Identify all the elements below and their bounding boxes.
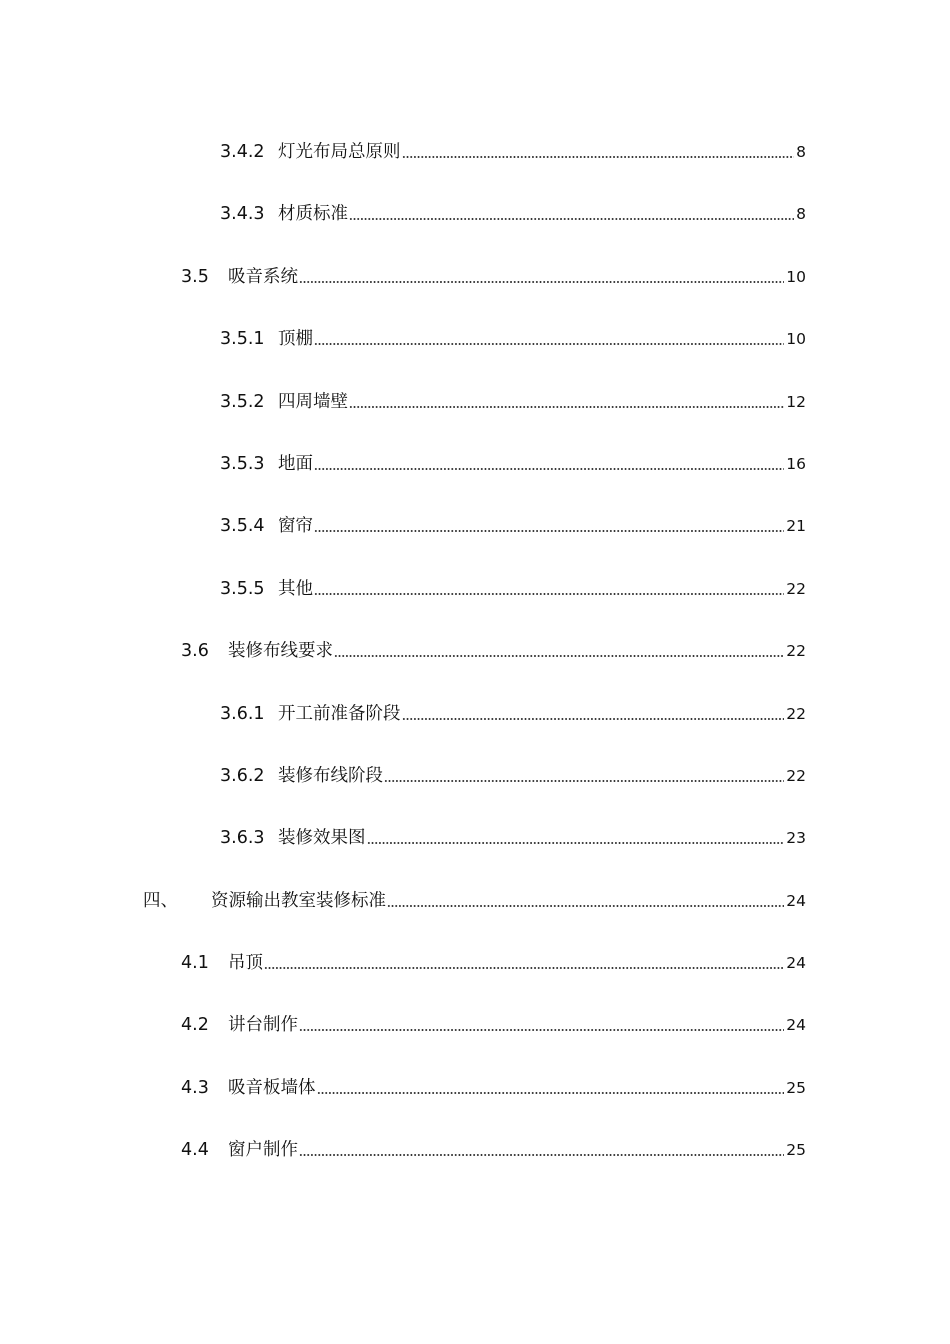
toc-entry-number: 3.5.4 (220, 516, 265, 536)
toc-entry-number: 3.4.3 (220, 204, 265, 224)
toc-entry-title: 资源输出教室装修标准 (211, 891, 386, 911)
toc-entry[interactable] (220, 699, 806, 725)
toc-entry-page: 8 (796, 205, 806, 223)
toc-entry-title: 吸音系统 (228, 267, 298, 287)
toc-entry-page: 25 (786, 1141, 806, 1159)
toc-entry-page: 22 (786, 767, 806, 785)
toc-entry-title: 材质标准 (278, 204, 348, 224)
toc-dot-leader (314, 586, 784, 596)
toc-entry[interactable] (220, 137, 806, 163)
toc-entry[interactable] (220, 823, 806, 849)
toc-dot-leader (299, 274, 784, 284)
toc-dot-leader (334, 648, 784, 658)
toc-entry-page: 16 (786, 455, 806, 473)
toc-dot-leader (349, 211, 794, 221)
toc-entry-number: 3.5.3 (220, 454, 265, 474)
toc-entry-number: 4.1 (181, 953, 209, 973)
toc-entry-number: 4.3 (181, 1078, 209, 1098)
toc-entry[interactable] (181, 1135, 806, 1161)
toc-dot-leader (299, 1022, 784, 1032)
toc-dot-leader (314, 461, 784, 471)
toc-entry[interactable] (181, 636, 806, 662)
toc-dot-leader (264, 960, 784, 970)
toc-entry-number: 3.5.1 (220, 329, 265, 349)
toc-entry[interactable] (220, 324, 806, 350)
toc-entry-title: 讲台制作 (228, 1015, 298, 1035)
toc-entry-page: 8 (796, 143, 806, 161)
toc-dot-leader (384, 773, 784, 783)
toc-entry-page: 25 (786, 1079, 806, 1097)
toc-entry-title: 顶棚 (278, 329, 313, 349)
toc-dot-leader (299, 1147, 784, 1157)
toc-entry-page: 22 (786, 580, 806, 598)
toc-dot-leader (349, 399, 784, 409)
toc-entry-number: 3.6.3 (220, 828, 265, 848)
toc-entry-page: 10 (786, 330, 806, 348)
toc-entry[interactable] (220, 761, 806, 787)
toc-dot-leader (367, 835, 785, 845)
toc-entry-title: 装修布线阶段 (278, 766, 383, 786)
toc-entry-title: 灯光布局总原则 (278, 142, 401, 162)
toc-dot-leader (314, 523, 784, 533)
toc-entry-title: 其他 (278, 579, 313, 599)
toc-dot-leader (402, 711, 785, 721)
toc-entry-page: 24 (786, 1016, 806, 1034)
toc-entry-title: 吸音板墙体 (228, 1078, 316, 1098)
toc-entry-page: 22 (786, 642, 806, 660)
toc-entry[interactable] (220, 449, 806, 475)
toc-dot-leader (387, 898, 784, 908)
toc-entry-number: 3.6 (181, 641, 209, 661)
toc-entry[interactable] (220, 574, 806, 600)
toc-entry-number: 四、 (143, 891, 178, 911)
toc-entry-number: 3.4.2 (220, 142, 265, 162)
toc-entry-page: 22 (786, 705, 806, 723)
toc-entry[interactable] (181, 1010, 806, 1036)
toc-entry-title: 地面 (278, 454, 313, 474)
toc-dot-leader (317, 1085, 785, 1095)
toc-entry[interactable] (143, 886, 806, 912)
toc-entry-page: 24 (786, 892, 806, 910)
toc-entry-number: 3.5.2 (220, 392, 265, 412)
toc-entry-number: 3.6.1 (220, 704, 265, 724)
toc-entry-number: 3.6.2 (220, 766, 265, 786)
toc-entry-page: 12 (786, 393, 806, 411)
toc-entry[interactable] (181, 948, 806, 974)
toc-entry[interactable] (220, 387, 806, 413)
toc-dot-leader (402, 149, 795, 159)
toc-entry-number: 3.5 (181, 267, 209, 287)
toc-entry[interactable] (181, 1073, 806, 1099)
toc-entry-title: 窗户制作 (228, 1140, 298, 1160)
toc-entry[interactable] (181, 262, 806, 288)
toc-entry-title: 四周墙壁 (278, 392, 348, 412)
toc-entry-title: 吊顶 (228, 953, 263, 973)
toc-dot-leader (314, 336, 784, 346)
toc-entry-page: 24 (786, 954, 806, 972)
toc-entry[interactable] (220, 511, 806, 537)
toc-entry-number: 3.5.5 (220, 579, 265, 599)
toc-entry[interactable] (220, 199, 806, 225)
toc-entry-page: 21 (786, 517, 806, 535)
toc-entry-title: 开工前准备阶段 (278, 704, 401, 724)
toc-entry-title: 窗帘 (278, 516, 313, 536)
toc-entry-number: 4.2 (181, 1015, 209, 1035)
toc-entry-title: 装修布线要求 (228, 641, 333, 661)
toc-entry-page: 10 (786, 268, 806, 286)
toc-entry-number: 4.4 (181, 1140, 209, 1160)
toc-entry-page: 23 (786, 829, 806, 847)
toc-entry-title: 装修效果图 (278, 828, 366, 848)
